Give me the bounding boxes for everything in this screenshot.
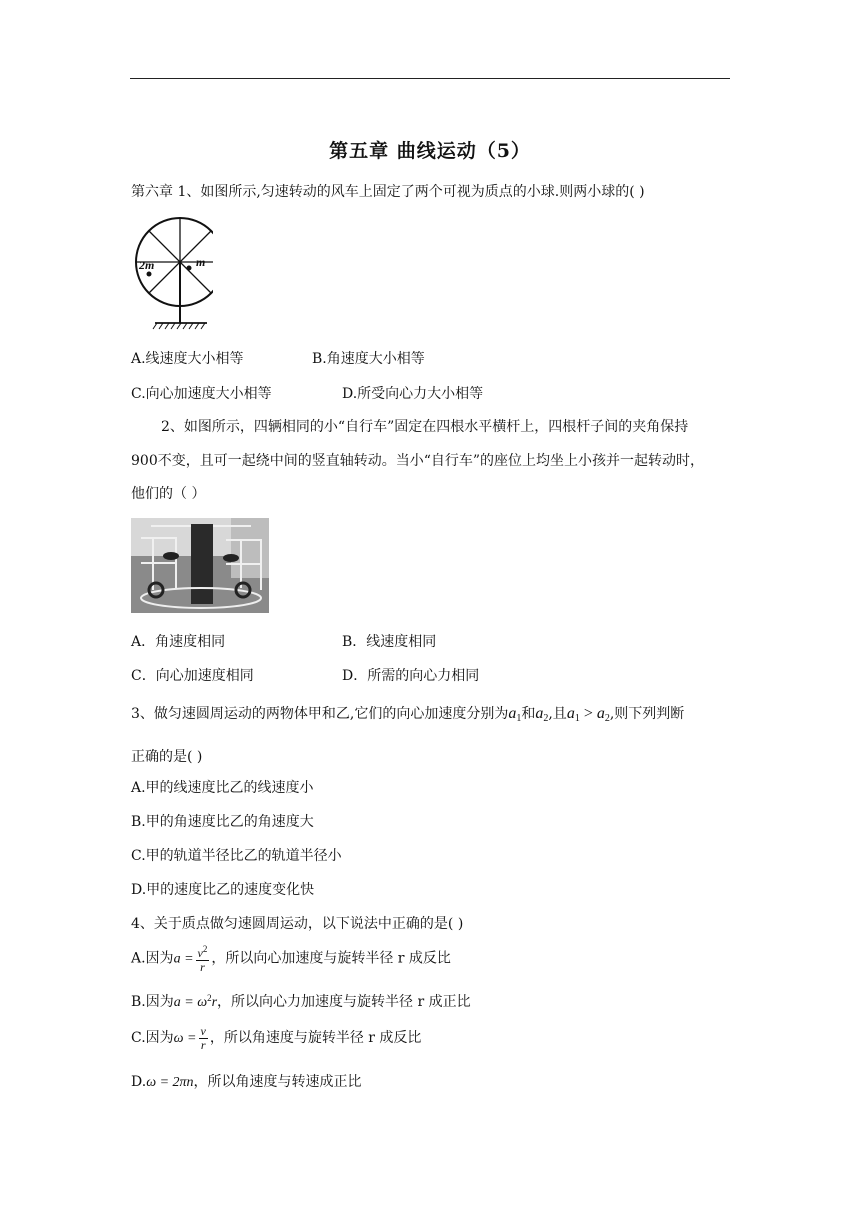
q1-option-c: C.向心加速度大小相等 bbox=[131, 386, 272, 402]
q4-option-a: A.因为a = $\frac{v^2}{r}$ ，所以向心加速度与旋转半径 r 成反比 bbox=[131, 944, 451, 974]
q2-option-d: D．所需的向心力相同 bbox=[342, 668, 480, 684]
q3-stem-line1 bbox=[131, 703, 684, 724]
q3-option-a: A.甲的线速度比乙的线速度小 bbox=[131, 780, 314, 796]
q4-option-b: B.因为$a = \omega^2r$，所以向心力加速度与旋转半径 r 成正比 bbox=[131, 993, 471, 1010]
q3-option-c: C.甲的轨道半径比乙的轨道半径小 bbox=[131, 848, 342, 864]
q3-stem-line2: 正确的是( ) bbox=[131, 749, 203, 765]
q3-comma-and: ,且 bbox=[548, 706, 567, 722]
q3-stem-part1: 3、做匀速圆周运动的两物体甲和乙,它们的向心加速度分别为 bbox=[131, 706, 509, 722]
mass-m-dot bbox=[187, 266, 192, 271]
q4-d-formula: ω = 2πn bbox=[146, 1075, 194, 1090]
q2-stem-line3: 他们的（ ） bbox=[131, 486, 206, 502]
q4-a-fraction: $\frac{v^2}{r}$ bbox=[197, 944, 208, 974]
q3-a1: $a_1$ bbox=[508, 705, 522, 724]
q2-stem-line1: 2、如图所示，四辆相同的小“自行车”固定在四根水平横杆上，四根杆子间的夹角保持 bbox=[161, 419, 689, 435]
label-m: m bbox=[196, 255, 206, 269]
q1-option-b: B.角速度大小相等 bbox=[312, 351, 425, 367]
q3-inequality: $a_1 > a_2$ bbox=[566, 705, 610, 724]
q2-stem-line2: 900不变，且可一起绕中间的竖直轴转动。当小“自行车”的座位上均坐上小孩并一起转动时， bbox=[131, 453, 705, 469]
q2-option-c: C．向心加速度相同 bbox=[131, 668, 254, 684]
q2-option-a: A．角速度相同 bbox=[131, 634, 226, 650]
label-2m: 2m bbox=[139, 258, 155, 272]
page-title: 第五章 曲线运动（5） bbox=[329, 140, 531, 162]
q3-option-b: B.甲的角速度比乙的角速度大 bbox=[131, 814, 314, 830]
q3-option-d: D.甲的速度比乙的速度变化快 bbox=[131, 882, 315, 898]
q4-c-fraction: $\frac{v}{r}$ bbox=[200, 1023, 206, 1052]
q4-a-lhs: a = bbox=[173, 951, 194, 967]
q3-stem-part2: ,则下列判断 bbox=[609, 706, 685, 722]
q2-option-b: B．线速度相同 bbox=[342, 634, 437, 650]
q1-option-a: A.线速度大小相等 bbox=[131, 351, 244, 367]
q4-c-lhs: ω = bbox=[173, 1031, 197, 1046]
q4-b-formula: $a = \omega^2r$ bbox=[173, 993, 218, 1010]
q4-option-c: C.因为ω = $\frac{v}{r}$ ，所以角速度与旋转半径 r 成反比 bbox=[131, 1023, 422, 1052]
q4-option-d: D.ω = 2πn，所以角速度与转速成正比 bbox=[131, 1074, 362, 1090]
q1-option-d: D.所受向心力大小相等 bbox=[342, 386, 484, 402]
bicycle-carousel-photo bbox=[131, 518, 269, 613]
q1-stem: 第六章 1、如图所示,匀速转动的风车上固定了两个可视为质点的小球.则两小球的( ) bbox=[131, 184, 645, 200]
q3-a2: $a_2$ bbox=[535, 705, 549, 724]
q3-and: 和 bbox=[521, 706, 536, 722]
q4-stem: 4、关于质点做匀速圆周运动，以下说法中正确的是( ) bbox=[131, 916, 464, 932]
header-rule bbox=[130, 78, 730, 79]
